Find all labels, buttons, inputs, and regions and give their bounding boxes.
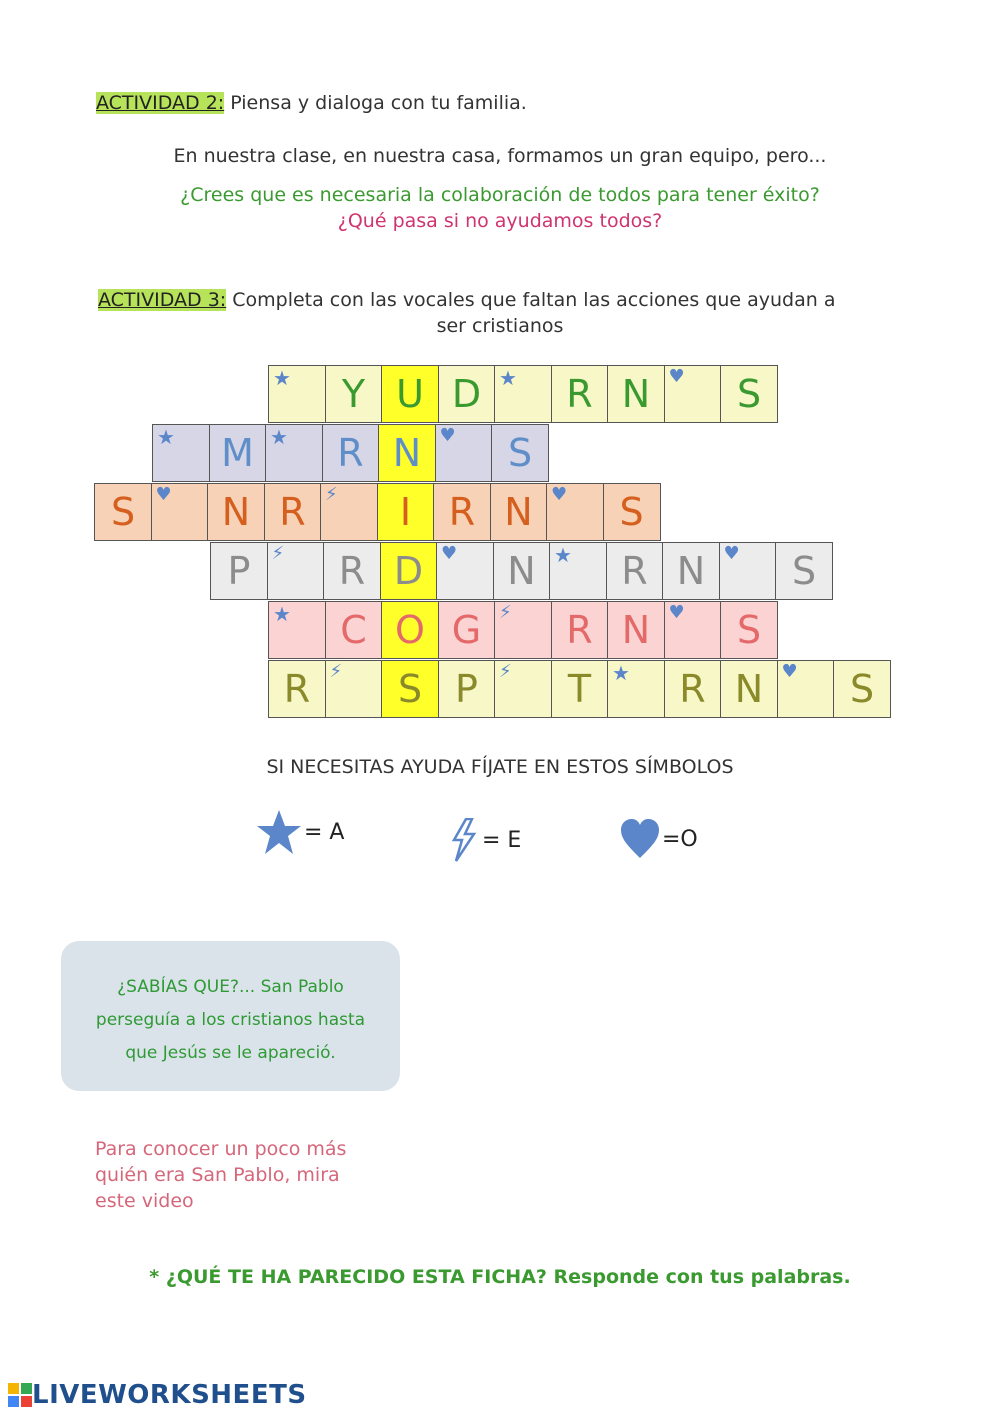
crossword-letter-cell <box>94 483 152 541</box>
callout-line-2: perseguía a los cristianos hasta <box>95 1010 366 1030</box>
cell-letter: D <box>393 549 424 593</box>
crossword-letter-cell <box>323 542 381 600</box>
legend-star <box>256 808 344 856</box>
video-note[interactable] <box>95 1136 346 1214</box>
cell-letter: M <box>221 431 254 475</box>
did-you-know-box <box>61 941 400 1091</box>
activity2-intro: En nuestra clase, en nuestra casa, formamos un gran equipo, pero... <box>173 145 827 167</box>
cell-letter: R <box>448 490 476 534</box>
callout-line-3: que Jesús se le apareció. <box>125 1043 336 1063</box>
activity3-label: ACTIVIDAD 3: <box>98 289 227 311</box>
crossword-blank-cell[interactable] <box>494 660 552 718</box>
crossword-letter-cell <box>433 483 491 541</box>
crossword-letter-cell <box>775 542 833 600</box>
crossword-blank-cell[interactable] <box>664 601 722 659</box>
crossword-blank-cell[interactable] <box>267 542 325 600</box>
cell-letter: S <box>736 372 762 416</box>
crossword-blank-cell[interactable] <box>151 483 209 541</box>
cell-letter: D <box>451 372 482 416</box>
crossword-letter-cell <box>322 424 380 482</box>
crossword-letter-cell <box>662 542 720 600</box>
crossword-letter-cell <box>607 365 665 423</box>
heart-icon: ♥ <box>723 543 740 564</box>
legend-title: SI NECESITAS AYUDA FÍJATE EN ESTOS SÍMBOLOS <box>266 756 734 778</box>
crossword-blank-cell[interactable] <box>719 542 777 600</box>
cell-letter: R <box>338 549 366 593</box>
crossword-blank-cell[interactable] <box>546 483 604 541</box>
crossword-letter-cell <box>491 424 549 482</box>
star-icon: ★ <box>554 543 572 567</box>
activity3-text-line1: Completa con las vocales que faltan las acciones que ayudan a <box>226 289 836 311</box>
crossword-letter-cell <box>603 483 661 541</box>
callout-line-1: ¿SABÍAS QUE?... San Pablo <box>117 977 344 997</box>
crossword-letter-cell <box>607 601 665 659</box>
crossword-blank-cell[interactable] <box>607 660 665 718</box>
crossword-letter-cell <box>551 601 609 659</box>
cell-letter: R <box>279 490 306 534</box>
crossword-blank-cell[interactable] <box>320 483 378 541</box>
crossword-letter-cell <box>268 660 326 718</box>
heart-icon: ♥ <box>668 366 685 387</box>
bolt-icon: ⚡ <box>499 661 512 682</box>
crossword-key-cell <box>380 542 438 600</box>
cell-letter: O <box>395 608 425 652</box>
cell-letter: N <box>392 431 422 475</box>
crossword-letter-cell <box>438 601 496 659</box>
bolt-icon: ⚡ <box>271 543 285 564</box>
feedback-question: * ¿QUÉ TE HA PARECIDO ESTA FICHA? Responde con tus palabras. <box>149 1266 851 1288</box>
heart-icon: ♥ <box>668 602 685 623</box>
cell-letter: P <box>455 667 478 711</box>
crossword-blank-cell[interactable] <box>325 660 383 718</box>
cell-letter: C <box>340 608 367 652</box>
cell-letter: G <box>451 608 482 652</box>
heart-icon <box>620 818 660 860</box>
activity3-text-line2: ser cristianos <box>436 315 564 337</box>
legend-star-label: = A <box>304 819 345 845</box>
star-icon: ★ <box>157 425 175 449</box>
crossword-letter-cell <box>210 542 268 600</box>
cell-letter: N <box>734 667 764 711</box>
crossword-row <box>268 660 891 718</box>
cell-letter: S <box>507 431 533 475</box>
crossword-row <box>268 601 778 659</box>
cell-letter: R <box>679 667 706 711</box>
activity2-question-1: ¿Crees que es necesaria la colaboración de todos para tener éxito? <box>180 184 820 206</box>
crossword-key-cell <box>378 424 436 482</box>
cell-letter: N <box>676 549 706 593</box>
cell-letter: R <box>337 431 364 475</box>
crossword-blank-cell[interactable] <box>435 424 493 482</box>
crossword-letter-cell <box>325 601 383 659</box>
crossword-blank-cell[interactable] <box>436 542 494 600</box>
crossword-blank-cell[interactable] <box>549 542 607 600</box>
crossword-letter-cell <box>720 601 778 659</box>
heart-icon: ♥ <box>551 484 568 505</box>
heart-icon: ♥ <box>439 425 456 446</box>
cell-letter: Y <box>341 372 366 416</box>
cell-letter: N <box>621 608 651 652</box>
cell-letter: R <box>566 372 593 416</box>
video-note-line-1: Para conocer un poco más <box>95 1138 347 1160</box>
cell-letter: S <box>110 490 136 534</box>
crossword-letter-cell <box>438 660 496 718</box>
crossword-row <box>268 365 778 423</box>
cell-letter: T <box>567 667 592 711</box>
crossword-key-cell <box>381 601 439 659</box>
crossword-blank-cell[interactable] <box>494 601 552 659</box>
cell-letter: N <box>621 372 651 416</box>
crossword-letter-cell <box>264 483 322 541</box>
star-icon: ★ <box>499 366 517 390</box>
logo-icon <box>8 1383 32 1407</box>
star-icon: ★ <box>270 425 288 449</box>
activity2-label: ACTIVIDAD 2: <box>96 92 225 114</box>
legend-heart-label: =O <box>662 826 698 852</box>
cell-letter: S <box>849 667 875 711</box>
activity2-heading <box>96 92 527 114</box>
crossword-row <box>210 542 833 600</box>
legend-bolt <box>450 818 521 862</box>
liveworksheets-logo <box>8 1380 307 1410</box>
crossword-letter-cell <box>720 660 778 718</box>
crossword-letter-cell <box>438 365 496 423</box>
crossword-letter-cell <box>664 660 722 718</box>
crossword-letter-cell <box>325 365 383 423</box>
crossword-blank-cell[interactable] <box>152 424 210 482</box>
crossword-letter-cell <box>720 365 778 423</box>
crossword-row <box>94 483 661 541</box>
cell-letter: S <box>397 667 423 711</box>
crossword-letter-cell <box>490 483 548 541</box>
cell-letter: N <box>504 490 533 534</box>
bolt-icon: ⚡ <box>325 484 338 505</box>
crossword-blank-cell[interactable] <box>777 660 835 718</box>
crossword-letter-cell <box>493 542 551 600</box>
star-icon: ★ <box>612 661 630 685</box>
cell-letter: S <box>619 490 644 534</box>
star-icon <box>256 808 302 856</box>
cell-letter: S <box>736 608 762 652</box>
cell-letter: N <box>507 549 536 593</box>
crossword-letter-cell <box>833 660 891 718</box>
crossword-blank-cell[interactable] <box>664 365 722 423</box>
bolt-icon: ⚡ <box>499 602 512 623</box>
star-icon: ★ <box>273 602 291 626</box>
activity3-heading <box>98 289 835 311</box>
crossword-row <box>152 424 549 482</box>
brand-name: LIVEWORKSHEETS <box>32 1380 307 1410</box>
crossword-letter-cell <box>606 542 664 600</box>
bolt-icon <box>450 818 478 862</box>
crossword-blank-cell[interactable] <box>265 424 323 482</box>
cell-letter: R <box>283 667 311 711</box>
cell-letter: R <box>566 608 593 652</box>
cell-letter: N <box>221 490 251 534</box>
video-note-line-3: este video <box>95 1190 194 1212</box>
heart-icon: ♥ <box>781 661 798 682</box>
star-icon: ★ <box>273 366 291 390</box>
crossword-letter-cell <box>207 483 265 541</box>
crossword-letter-cell <box>551 365 609 423</box>
legend-bolt-label: = E <box>482 827 522 853</box>
cell-letter: I <box>399 490 412 534</box>
crossword-blank-cell[interactable] <box>268 365 326 423</box>
cell-letter: P <box>227 549 251 593</box>
crossword-key-cell <box>377 483 435 541</box>
crossword-key-cell <box>381 660 439 718</box>
legend-heart <box>620 818 698 860</box>
activity2-text: Piensa y dialoga con tu familia. <box>224 92 527 114</box>
crossword-key-cell <box>381 365 439 423</box>
crossword-blank-cell[interactable] <box>494 365 552 423</box>
bolt-icon: ⚡ <box>329 661 343 682</box>
heart-icon: ♥ <box>155 484 172 505</box>
activity2-question-2: ¿Qué pasa si no ayudamos todos? <box>337 210 663 232</box>
crossword-blank-cell[interactable] <box>268 601 326 659</box>
video-note-line-2: quién era San Pablo, mira <box>95 1164 340 1186</box>
crossword-letter-cell <box>209 424 267 482</box>
cell-letter: S <box>791 549 817 593</box>
heart-icon: ♥ <box>441 543 458 564</box>
cell-letter: U <box>396 372 424 416</box>
cell-letter: R <box>621 549 648 593</box>
crossword-letter-cell <box>551 660 609 718</box>
